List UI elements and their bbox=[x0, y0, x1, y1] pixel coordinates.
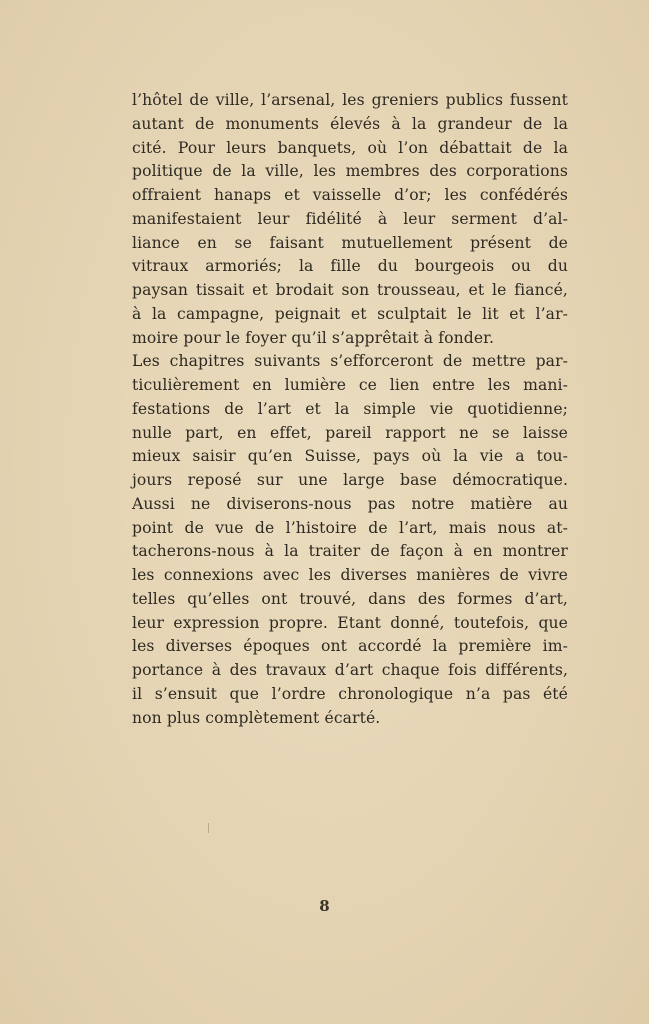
text-line: festations de l’art et la simple vie quotidienne; bbox=[132, 399, 568, 418]
page-number: 8 bbox=[319, 897, 330, 915]
paper-speck bbox=[208, 823, 209, 833]
text-line: ticulièrement en lumière ce lien entre les mani- bbox=[132, 376, 568, 394]
text-line: l’hôtel de ville, l’arsenal, les greniers publics fussent bbox=[132, 91, 568, 109]
text-line: les diverses époques ont accordé la première im- bbox=[132, 637, 568, 656]
text-line: point de vue de l’histoire de l’art, mais nous at- bbox=[132, 518, 568, 537]
text-line: autant de monuments élevés à la grandeur de la bbox=[132, 114, 568, 133]
text-line: Les chapitres suivants s’efforceront de mettre par- bbox=[132, 352, 568, 371]
text-line: nulle part, en effet, pareil rapport ne se laisse bbox=[132, 423, 568, 442]
text-line: non plus complètement écarté. bbox=[132, 708, 381, 727]
text-line: politique de la ville, les membres des corporations bbox=[132, 162, 568, 181]
text-line: liance en se faisant mutuellement présent de bbox=[132, 233, 568, 252]
text-line: manifestaient leur fidélité à leur serment d’al- bbox=[132, 209, 568, 228]
text-line: paysan tissait et brodait son trousseau, et le fiancé, bbox=[132, 281, 568, 299]
text-line: jours reposé sur une large base démocratique. bbox=[132, 471, 568, 489]
text-line: cité. Pour leurs banquets, où l’on débattait de la bbox=[132, 138, 568, 157]
text-line: leur expression propre. Etant donné, toutefois, que bbox=[132, 613, 568, 632]
text-line: Aussi ne diviserons-nous pas notre matière au bbox=[132, 494, 568, 513]
text-line: les connexions avec les diverses manières de vivre bbox=[132, 566, 568, 584]
body-text bbox=[132, 89, 568, 730]
text-line: tacherons-nous à la traiter de façon à en montrer bbox=[132, 542, 568, 561]
text-line: à la campagne, peignait et sculptait le lit et l’ar- bbox=[132, 304, 568, 323]
text-line: il s’ensuit que l’ordre chronologique n’a pas été bbox=[132, 684, 568, 703]
text-line: mieux saisir qu’en Suisse, pays où la vie a tou- bbox=[132, 447, 568, 466]
text-line: moire pour le foyer qu’il s’apprêtait à fonder. bbox=[132, 328, 495, 347]
text-line: telles qu’elles ont trouvé, dans des formes d’art, bbox=[132, 589, 568, 608]
text-line: vitraux armoriés; la fille du bourgeois ou du bbox=[132, 257, 568, 276]
text-line: offraient hanaps et vaisselle d’or; les confédérés bbox=[132, 186, 568, 204]
text-line: portance à des travaux d’art chaque fois différents, bbox=[132, 661, 568, 679]
